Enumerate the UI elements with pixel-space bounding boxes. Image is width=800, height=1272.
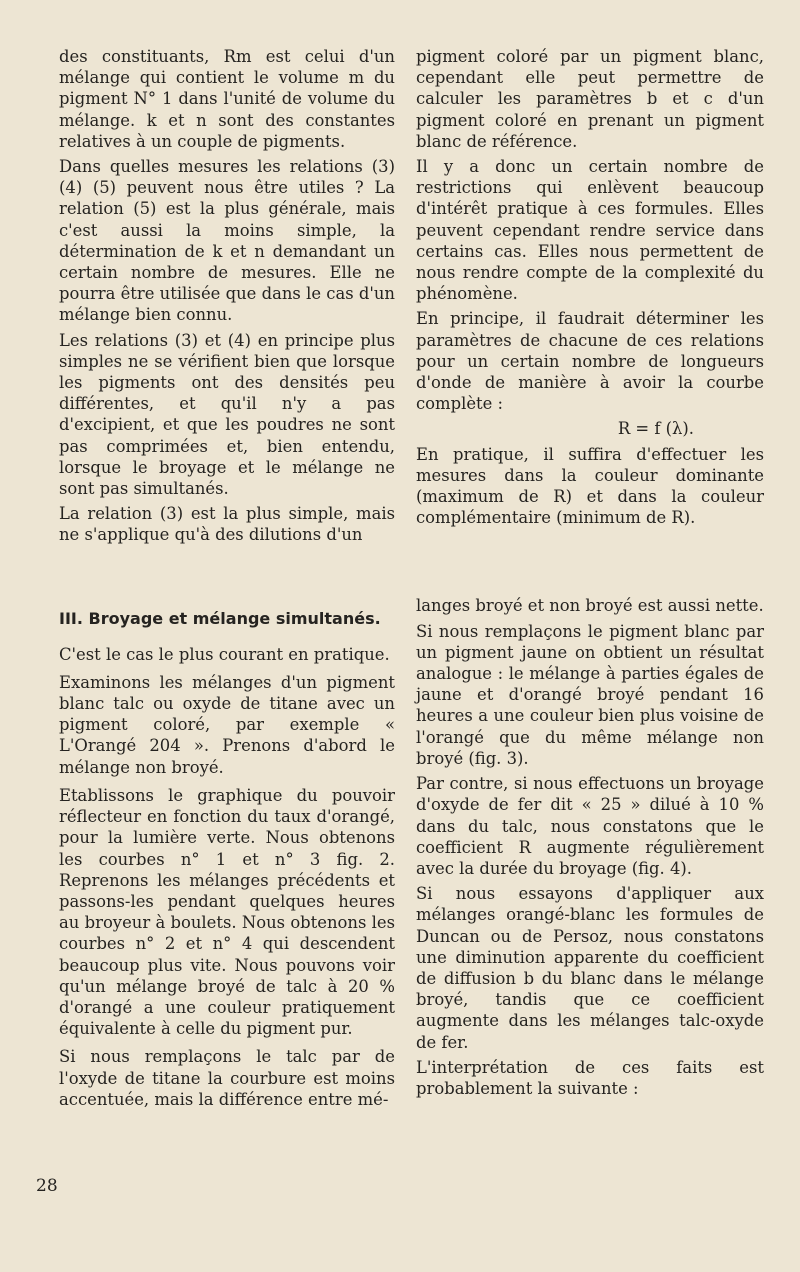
paragraph: Par contre, si nous effectuons un broyage d'oxyde de fer dit « 25 » dilué à 10 % dans du talc, nous constatons que le coefficient R augmente régulièrement avec la durée du broyage (fig. 4).: [416, 774, 764, 878]
paragraph: En principe, il faudrait déterminer les paramètres de chacune de ces relations pour un certain nombre de longueurs d'onde de manière à avoir la courbe complète :: [416, 309, 764, 414]
paragraph: Dans quelles mesures les relations (3) (4) (5) peuvent nous être utiles ? La relation (5) est la plus générale, mais c'est aussi la moins simple, la détermination de k et n demandant un certain nombre de mesures. Elle ne pourra être utilisée que dans le cas d'un mélange bien connu.: [59, 157, 395, 325]
paragraph: L'interprétation de ces faits est probablement la suivante :: [416, 1057, 764, 1098]
paragraph: Les relations (3) et (4) en principe plus simples ne se vérifient bien que lorsque les pigments ont des densités peu différentes, et qu'il n'y a pas d'excipient, et que les poudres ne sont pas comprimées et, bien entendu, lorsque le broyage et le mélange ne sont pas simultanés.: [59, 330, 395, 499]
paragraph: Examinons les mélanges d'un pigment blanc talc ou oxyde de titane avec un pigment coloré, par exemple « L'Orangé 204 ». Prenons d'abord le mélange non broyé.: [59, 672, 395, 777]
paragraph: des constituants, Rm est celui d'un mélange qui contient le volume m du pigment N° 1 dans l'unité de volume du mélange. k et n sont des constantes relatives à un couple de pigments.: [59, 47, 395, 151]
right-column: [416, 46, 764, 1103]
paragraph: C'est le cas le plus courant en pratique.: [59, 644, 390, 664]
paragraph: langes broyé et non broyé est aussi nette.: [416, 596, 764, 616]
page-number: 28: [36, 1176, 58, 1196]
paragraph: Si nous remplaçons le talc par de l'oxyde de titane la courbure est moins accentuée, mais la différence entre mé-: [59, 1047, 395, 1109]
paragraph: Si nous essayons d'appliquer aux mélanges orangé-blanc les formules de Duncan ou de Persoz, nous constatons une diminution apparente du coefficient de diffusion b du blanc dans le mélange broyé, tandis que ce coefficient augmente dans les mélanges talc-oxyde de fer.: [416, 884, 764, 1052]
formula: R = f (λ).: [617, 419, 694, 439]
paragraph: pigment coloré par un pigment blanc, cependant elle peut permettre de calculer les paramètres b et c d'un pigment coloré en prenant un pigment blanc de référence.: [416, 47, 764, 151]
paragraph: En pratique, il suffira d'effectuer les mesures dans la couleur dominante (maximum de R) et dans la couleur complémentaire (minimum de R).: [416, 444, 764, 528]
paragraph: Etablissons le graphique du pouvoir réflecteur en fonction du taux d'orangé, pour la lumière verte. Nous obtenons les courbes n° 1 et n° 3 fig. 2. Reprenons les mélanges précédents et passons-les pendant quelques heures au broyeur à boulets. Nous obtenons les courbes n° 2 et n° 4 qui descendent beaucoup plus vite. Nous pouvons voir qu'un mélange broyé de talc à 20 % d'orangé a une couleur pratiquement équivalente à celle du pigment pur.: [59, 785, 395, 1039]
left-column: [59, 46, 395, 1117]
paragraph: Il y a donc un certain nombre de restrictions qui enlèvent beaucoup d'intérêt pratique à ces formules. Elles peuvent cependant rendre service dans certains cas. Elles nous permettent de nous rendre compte de la complexité du phénomène.: [416, 157, 764, 304]
paragraph: La relation (3) est la plus simple, mais ne s'applique qu'à des dilutions d'un: [59, 504, 395, 545]
paragraph: Si nous remplaçons le pigment blanc par un pigment jaune on obtient un résultat analogue : le mélange à parties égales de jaune et d'orangé broyé pendant 16 heures a une couleur bien plus voisine de l'orangé que du même mélange non broyé (fig. 3).: [416, 621, 764, 768]
section-heading: III. Broyage et mélange simultanés.: [59, 608, 381, 628]
